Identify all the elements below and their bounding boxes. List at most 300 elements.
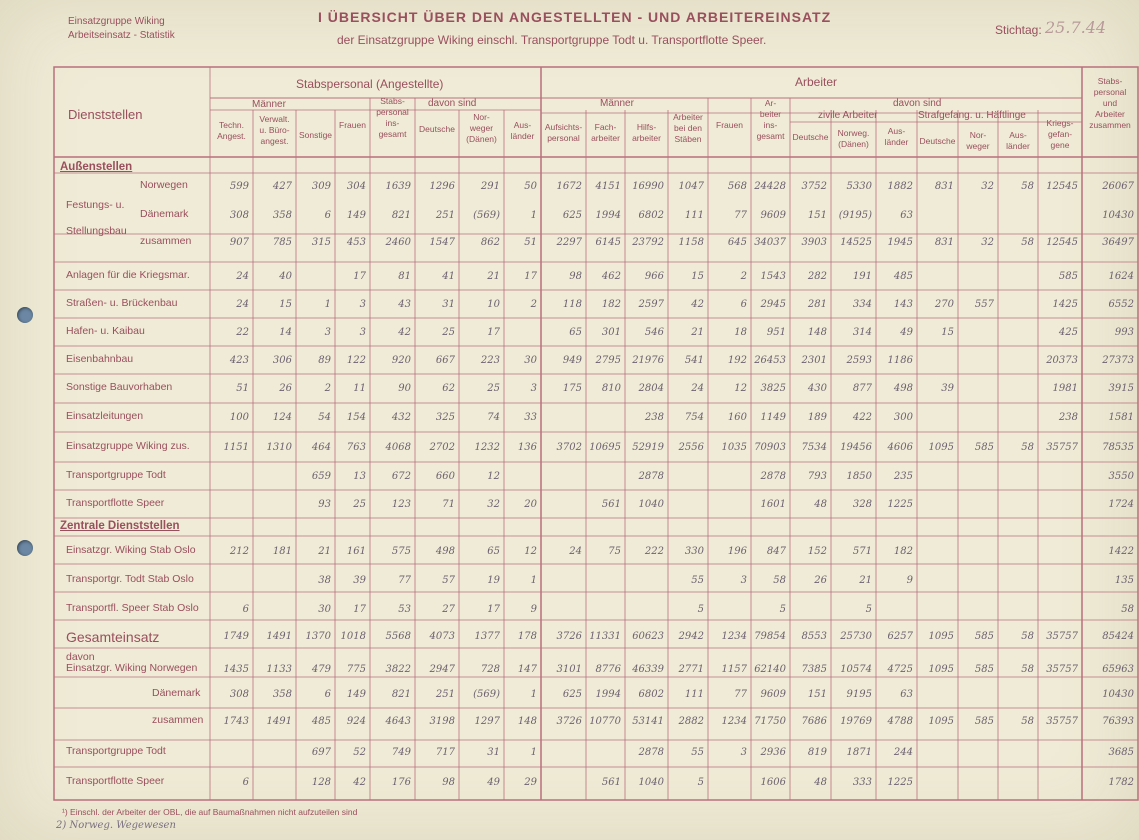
table-cell: 9609 bbox=[760, 689, 786, 700]
table-cell: 821 bbox=[391, 689, 411, 700]
table-cell: 39 bbox=[941, 383, 954, 394]
table-cell: 541 bbox=[684, 355, 704, 366]
row-label-15: Gesamteinsatz bbox=[66, 629, 160, 645]
table-cell: 1232 bbox=[474, 442, 500, 453]
table-cell: 24 bbox=[236, 299, 249, 310]
table-cell: 12545 bbox=[1046, 237, 1078, 248]
col-header-z-deutsche: Deutsche bbox=[792, 132, 829, 142]
table-cell: 70903 bbox=[754, 442, 786, 453]
table-cell: 15 bbox=[691, 271, 704, 282]
table-cell: 1018 bbox=[340, 631, 366, 642]
row-label-0: Norwegen bbox=[140, 179, 188, 191]
col-header-frauen: Frauen bbox=[339, 120, 366, 130]
table-cell: 2771 bbox=[678, 664, 704, 675]
table-cell: 479 bbox=[311, 664, 331, 675]
table-cell: 10770 bbox=[589, 716, 621, 727]
table-cell: 625 bbox=[562, 689, 582, 700]
table-cell: 235 bbox=[893, 471, 913, 482]
table-cell: 1370 bbox=[305, 631, 331, 642]
table-cell: 6 bbox=[740, 299, 747, 310]
table-cell: 4643 bbox=[385, 716, 411, 727]
table-cell: 19456 bbox=[840, 442, 872, 453]
table-cell: 152 bbox=[807, 546, 827, 557]
col-sub-davon-sind-arbeiter: davon sind bbox=[893, 98, 942, 109]
table-cell: 1133 bbox=[266, 664, 292, 675]
table-cell: 314 bbox=[852, 327, 872, 338]
table-cell: 306 bbox=[272, 355, 292, 366]
table-cell: 1 bbox=[530, 210, 537, 221]
table-cell: 821 bbox=[391, 210, 411, 221]
table-cell: 58 bbox=[1021, 631, 1034, 642]
table-cell: 920 bbox=[391, 355, 411, 366]
table-cell: 21976 bbox=[632, 355, 664, 366]
table-cell: 151 bbox=[807, 210, 827, 221]
table-cell: 196 bbox=[727, 546, 747, 557]
table-cell: 4068 bbox=[385, 442, 411, 453]
table-cell: 7534 bbox=[801, 442, 827, 453]
table-cell: 3752 bbox=[801, 181, 827, 192]
col-header-verwalt: Verwalt. u. Büro- angest. bbox=[259, 114, 290, 146]
table-cell: 90 bbox=[398, 383, 411, 394]
table-cell: 65963 bbox=[1102, 664, 1134, 675]
table-cell: 147 bbox=[517, 664, 537, 675]
row-label-davon: davon bbox=[66, 651, 95, 663]
row-label-11: Transportflotte Speer bbox=[66, 497, 165, 509]
table-cell: 568 bbox=[727, 181, 747, 192]
document-subtitle: der Einsatzgruppe Wiking einschl. Transportgruppe Todt u. Transportflotte Speer. bbox=[337, 33, 767, 47]
table-cell: 328 bbox=[852, 499, 872, 510]
col-header-sonstige: Sonstige bbox=[298, 130, 333, 140]
col-header-frauen2: Frauen bbox=[716, 120, 743, 130]
table-cell: 76393 bbox=[1102, 716, 1134, 727]
table-cell: 3 bbox=[324, 327, 331, 338]
table-cell: 42 bbox=[398, 327, 411, 338]
table-cell: 16990 bbox=[632, 181, 664, 192]
col-sub-zivile-arbeiter: zivile Arbeiter bbox=[818, 110, 878, 121]
table-cell: 1425 bbox=[1052, 299, 1078, 310]
table-cell: 1606 bbox=[760, 777, 786, 788]
table-cell: 4073 bbox=[429, 631, 455, 642]
table-cell: 189 bbox=[807, 412, 827, 423]
table-cell: 35757 bbox=[1046, 631, 1078, 642]
table-cell: 907 bbox=[229, 237, 249, 248]
table-cell: 122 bbox=[346, 355, 366, 366]
table-cell: 924 bbox=[346, 716, 366, 727]
table-cell: (9195) bbox=[838, 210, 872, 221]
table-cell: 63 bbox=[900, 210, 913, 221]
table-cell: 65 bbox=[487, 546, 500, 557]
table-cell: (569) bbox=[473, 210, 500, 221]
table-cell: 6145 bbox=[595, 237, 621, 248]
table-cell: 951 bbox=[766, 327, 786, 338]
table-cell: 1157 bbox=[721, 664, 747, 675]
row-label-13: Transportgr. Todt Stab Oslo bbox=[66, 573, 194, 585]
table-cell: 2297 bbox=[556, 237, 582, 248]
row-label-6: Eisenbahnbau bbox=[66, 353, 134, 365]
table-cell: 1543 bbox=[760, 271, 786, 282]
table-cell: 3198 bbox=[429, 716, 455, 727]
table-cell: 3 bbox=[740, 747, 747, 758]
table-cell: 2556 bbox=[678, 442, 704, 453]
table-cell: 333 bbox=[852, 777, 872, 788]
row-label-12: Einsatzgr. Wiking Stab Oslo bbox=[66, 544, 196, 556]
table-cell: 315 bbox=[311, 237, 331, 248]
table-cell: 571 bbox=[852, 546, 872, 557]
col-header-stabs-arb-zus: Stabs- personal und Arbeiter zusammen bbox=[1089, 76, 1131, 130]
table-cell: 2593 bbox=[846, 355, 872, 366]
table-cell: 1624 bbox=[1108, 271, 1134, 282]
table-cell: 77 bbox=[734, 210, 747, 221]
table-cell: 793 bbox=[807, 471, 827, 482]
col-header-dienststellen: Dienststellen bbox=[68, 107, 143, 122]
col-header-arb-staben: Arbeiter bei den Stäben bbox=[673, 112, 703, 144]
table-cell: 749 bbox=[391, 747, 411, 758]
table-cell: 9 bbox=[906, 575, 913, 586]
table-cell: 4606 bbox=[887, 442, 913, 453]
table-cell: 42 bbox=[353, 777, 366, 788]
table-cell: 3550 bbox=[1108, 471, 1134, 482]
table-cell: (569) bbox=[473, 689, 500, 700]
table-cell: 32 bbox=[487, 499, 500, 510]
table-cell: 58 bbox=[1021, 716, 1034, 727]
table-cell: 54 bbox=[318, 412, 331, 423]
table-cell: 20373 bbox=[1046, 355, 1078, 366]
table-cell: 85424 bbox=[1102, 631, 1134, 642]
col-sub-maenner-arbeiter: Männer bbox=[600, 98, 634, 109]
table-cell: 1047 bbox=[678, 181, 704, 192]
table-cell: 561 bbox=[601, 499, 621, 510]
table-cell: 728 bbox=[480, 664, 500, 675]
table-cell: 58 bbox=[1021, 181, 1034, 192]
col-group-arbeiter: Arbeiter bbox=[795, 75, 838, 89]
table-cell: 32 bbox=[981, 181, 994, 192]
section-aussenstellen: Außenstellen bbox=[60, 161, 133, 173]
table-cell: 135 bbox=[1114, 575, 1134, 586]
table-cell: 1743 bbox=[223, 716, 249, 727]
table-cell: 36497 bbox=[1102, 237, 1134, 248]
col-header-z-auslaender: Aus- länder bbox=[884, 126, 909, 147]
table-cell: 1491 bbox=[266, 716, 292, 727]
table-cell: 432 bbox=[391, 412, 411, 423]
table-cell: 41 bbox=[442, 271, 455, 282]
table-cell: 270 bbox=[934, 299, 954, 310]
table-cell: 43 bbox=[398, 299, 411, 310]
document-title: I ÜBERSICHT ÜBER DEN ANGESTELLTEN - UND ARBEITEREINSATZ bbox=[318, 9, 832, 25]
table-cell: 3 bbox=[359, 299, 366, 310]
table-cell: 304 bbox=[346, 181, 366, 192]
table-cell: 192 bbox=[727, 355, 747, 366]
table-cell: 1 bbox=[324, 299, 331, 310]
table-cell: 485 bbox=[893, 271, 913, 282]
table-cell: 65 bbox=[569, 327, 582, 338]
table-cell: 1095 bbox=[928, 442, 954, 453]
table-cell: 25 bbox=[442, 327, 455, 338]
table-cell: 300 bbox=[893, 412, 913, 423]
table-cell: 222 bbox=[644, 546, 664, 557]
table-cell: 15 bbox=[941, 327, 954, 338]
table-cell: 77 bbox=[734, 689, 747, 700]
table-cell: 18 bbox=[734, 327, 747, 338]
table-cell: 1 bbox=[530, 747, 537, 758]
table-cell: 57 bbox=[442, 575, 455, 586]
table-cell: 2 bbox=[740, 271, 747, 282]
table-cell: 9 bbox=[530, 604, 537, 615]
table-cell: 35757 bbox=[1046, 664, 1078, 675]
table-cell: 862 bbox=[480, 237, 500, 248]
table-cell: 2947 bbox=[429, 664, 455, 675]
table-cell: 34037 bbox=[754, 237, 786, 248]
table-cell: 430 bbox=[807, 383, 827, 394]
col-header-norweger: Nor- weger (Dänen) bbox=[466, 112, 497, 144]
table-cell: 819 bbox=[807, 747, 827, 758]
table-cell: 2460 bbox=[385, 237, 411, 248]
table-cell: 2795 bbox=[595, 355, 621, 366]
table-cell: 831 bbox=[934, 181, 954, 192]
table-cell: 358 bbox=[272, 689, 292, 700]
table-cell: 98 bbox=[569, 271, 582, 282]
table-cell: 23792 bbox=[632, 237, 664, 248]
table-cell: 1871 bbox=[846, 747, 872, 758]
row-label-20: Transportflotte Speer bbox=[66, 775, 165, 787]
table-cell: 9195 bbox=[846, 689, 872, 700]
table-cell: 1151 bbox=[223, 442, 249, 453]
table-cell: 1095 bbox=[928, 716, 954, 727]
table-cell: 181 bbox=[272, 546, 292, 557]
table-cell: 308 bbox=[229, 689, 249, 700]
table-cell: 2 bbox=[324, 383, 331, 394]
table-cell: 24 bbox=[236, 271, 249, 282]
table-cell: 22 bbox=[236, 327, 249, 338]
table-cell: 1749 bbox=[223, 631, 249, 642]
table-cell: 78535 bbox=[1102, 442, 1134, 453]
table-cell: 4788 bbox=[887, 716, 913, 727]
table-cell: 17 bbox=[353, 604, 366, 615]
table-cell: 5330 bbox=[846, 181, 872, 192]
table-cell: 2936 bbox=[760, 747, 786, 758]
table-cell: 3825 bbox=[760, 383, 786, 394]
table-cell: 585 bbox=[974, 631, 994, 642]
table-cell: 25 bbox=[487, 383, 500, 394]
table-cell: 10 bbox=[487, 299, 500, 310]
table-cell: 1882 bbox=[887, 181, 913, 192]
footnote-1: ¹) Einschl. der Arbeiter der OBL, die auf Baumaßnahmen nicht aufzuteilen sind bbox=[62, 807, 358, 817]
table-cell: 52 bbox=[353, 747, 366, 758]
col-sub-davon-sind: davon sind bbox=[428, 98, 477, 109]
table-cell: 6802 bbox=[638, 210, 664, 221]
table-cell: 178 bbox=[517, 631, 537, 642]
col-sub-maenner: Männer bbox=[252, 99, 286, 110]
table-cell: 9609 bbox=[760, 210, 786, 221]
table-cell: 161 bbox=[346, 546, 366, 557]
table-cell: 2597 bbox=[638, 299, 664, 310]
table-cell: 74 bbox=[487, 412, 500, 423]
table-cell: 5 bbox=[865, 604, 872, 615]
table-cell: 53141 bbox=[632, 716, 664, 727]
row-label-19: Transportgruppe Todt bbox=[66, 745, 166, 757]
table-cell: 3685 bbox=[1108, 747, 1134, 758]
table-cell: 2878 bbox=[760, 471, 786, 482]
table-cell: 11 bbox=[353, 383, 366, 394]
table-cell: 6 bbox=[324, 210, 331, 221]
table-cell: 308 bbox=[229, 210, 249, 221]
table-cell: 148 bbox=[807, 327, 827, 338]
table-cell: 1158 bbox=[678, 237, 704, 248]
table-cell: 427 bbox=[272, 181, 292, 192]
table-cell: 1186 bbox=[887, 355, 913, 366]
table-cell: 26 bbox=[814, 575, 827, 586]
table-cell: 1377 bbox=[474, 631, 500, 642]
table-cell: 24 bbox=[691, 383, 704, 394]
table-cell: 21 bbox=[859, 575, 872, 586]
table-cell: 1581 bbox=[1108, 412, 1134, 423]
row-label-10: Transportgruppe Todt bbox=[66, 469, 166, 481]
table-cell: 1297 bbox=[474, 716, 500, 727]
table-cell: 175 bbox=[562, 383, 582, 394]
table-cell: 10695 bbox=[589, 442, 621, 453]
table-cell: 30 bbox=[318, 604, 331, 615]
table-cell: 182 bbox=[893, 546, 913, 557]
table-cell: 27373 bbox=[1102, 355, 1134, 366]
table-cell: 14525 bbox=[840, 237, 872, 248]
table-cell: 877 bbox=[852, 383, 872, 394]
table-cell: 660 bbox=[435, 471, 455, 482]
table-cell: 3903 bbox=[801, 237, 827, 248]
table-cell: 645 bbox=[727, 237, 747, 248]
table-cell: 51 bbox=[524, 237, 537, 248]
table-cell: 12 bbox=[734, 383, 747, 394]
table-cell: 58 bbox=[1021, 664, 1034, 675]
table-cell: 754 bbox=[684, 412, 704, 423]
table-cell: 599 bbox=[229, 181, 249, 192]
table-cell: 810 bbox=[601, 383, 621, 394]
table-cell: 5 bbox=[697, 777, 704, 788]
table-cell: 52919 bbox=[632, 442, 664, 453]
table-cell: 498 bbox=[435, 546, 455, 557]
table-cell: 93 bbox=[318, 499, 331, 510]
table-cell: 3915 bbox=[1108, 383, 1134, 394]
table-cell: 561 bbox=[601, 777, 621, 788]
table-cell: 301 bbox=[601, 327, 621, 338]
table-cell: 38 bbox=[318, 575, 331, 586]
table-cell: 1225 bbox=[887, 499, 913, 510]
col-header-deutsche: Deutsche bbox=[419, 124, 455, 134]
table-cell: 48 bbox=[814, 777, 827, 788]
table-cell: 1040 bbox=[638, 499, 664, 510]
col-header-fach: Fach- arbeiter bbox=[591, 122, 620, 143]
table-cell: 423 bbox=[229, 355, 249, 366]
table-cell: 212 bbox=[229, 546, 249, 557]
table-cell: 625 bbox=[562, 210, 582, 221]
table-cell: 330 bbox=[684, 546, 704, 557]
table-cell: 3726 bbox=[556, 716, 582, 727]
table-cell: 29 bbox=[524, 777, 537, 788]
table-cell: 182 bbox=[601, 299, 621, 310]
table-cell: 39 bbox=[353, 575, 366, 586]
table-cell: 2804 bbox=[638, 383, 664, 394]
table-cell: 100 bbox=[229, 412, 249, 423]
row-label-8: Einsatzleitungen bbox=[66, 410, 144, 422]
row-label-4: Straßen- u. Brückenbau bbox=[66, 297, 178, 309]
table-cell: 26067 bbox=[1102, 181, 1134, 192]
table-cell: 6 bbox=[324, 689, 331, 700]
table-cell: 98 bbox=[442, 777, 455, 788]
table-cell: 51 bbox=[236, 383, 249, 394]
table-cell: 697 bbox=[311, 747, 331, 758]
table-cell: 464 bbox=[311, 442, 331, 453]
table-cell: 111 bbox=[684, 689, 704, 700]
table-cell: 14 bbox=[279, 327, 292, 338]
table-cell: 1095 bbox=[928, 664, 954, 675]
table-cell: 659 bbox=[311, 471, 331, 482]
table-cell: 124 bbox=[272, 412, 292, 423]
table-cell: 49 bbox=[487, 777, 500, 788]
table-cell: 19 bbox=[487, 575, 500, 586]
col-group-stabspersonal: Stabspersonal (Angestellte) bbox=[296, 77, 444, 91]
table-cell: 71 bbox=[442, 499, 455, 510]
table-cell: 31 bbox=[487, 747, 500, 758]
table-cell: 50 bbox=[524, 181, 537, 192]
row-label-7: Sonstige Bauvorhaben bbox=[66, 381, 173, 393]
punch-hole-top bbox=[17, 307, 33, 323]
table-cell: 176 bbox=[391, 777, 411, 788]
table-cell: 191 bbox=[852, 271, 872, 282]
table-cell: 949 bbox=[562, 355, 582, 366]
table-cell: 1639 bbox=[385, 181, 411, 192]
table-cell: 32 bbox=[981, 237, 994, 248]
table-cell: 251 bbox=[435, 210, 455, 221]
table-cell: 62140 bbox=[754, 664, 786, 675]
table-cell: 33 bbox=[524, 412, 537, 423]
table-cell: 3101 bbox=[556, 664, 582, 675]
col-sub-strafgefangene: Strafgefang. u. Häftlinge bbox=[918, 110, 1026, 121]
table-cell: 143 bbox=[893, 299, 913, 310]
table-cell: 42 bbox=[691, 299, 704, 310]
table-cell: 7686 bbox=[801, 716, 827, 727]
table-cell: 1435 bbox=[223, 664, 249, 675]
table-cell: 6 bbox=[242, 604, 249, 615]
table-cell: 2 bbox=[530, 299, 537, 310]
table-cell: 81 bbox=[398, 271, 411, 282]
table-cell: 2878 bbox=[638, 747, 664, 758]
table-cell: 325 bbox=[435, 412, 455, 423]
table-cell: 21 bbox=[691, 327, 704, 338]
table-cell: 1672 bbox=[556, 181, 582, 192]
table-cell: 58 bbox=[1021, 442, 1034, 453]
table-cell: 5 bbox=[779, 604, 786, 615]
table-cell: 58 bbox=[1121, 604, 1134, 615]
table-cell: 291 bbox=[480, 181, 500, 192]
table-cell: 7385 bbox=[801, 664, 827, 675]
table-cell: 1422 bbox=[1108, 546, 1134, 557]
table-cell: 55 bbox=[691, 575, 704, 586]
table-cell: 1234 bbox=[721, 631, 747, 642]
table-cell: 2942 bbox=[678, 631, 704, 642]
table-cell: 485 bbox=[311, 716, 331, 727]
table-cell: 1149 bbox=[760, 412, 786, 423]
row-label-festungs: Festungs- u. bbox=[66, 199, 125, 211]
table-cell: 48 bbox=[814, 499, 827, 510]
col-header-hilfs: Hilfs- arbeiter bbox=[632, 122, 661, 143]
table-cell: 10574 bbox=[840, 664, 872, 675]
table-cell: 71750 bbox=[754, 716, 786, 727]
table-cell: 2945 bbox=[760, 299, 786, 310]
table-cell: 136 bbox=[517, 442, 537, 453]
table-cell: 3822 bbox=[385, 664, 411, 675]
table-cell: 667 bbox=[435, 355, 455, 366]
table-cell: 775 bbox=[346, 664, 366, 675]
table-cell: 89 bbox=[318, 355, 331, 366]
table-cell: 2702 bbox=[429, 442, 455, 453]
